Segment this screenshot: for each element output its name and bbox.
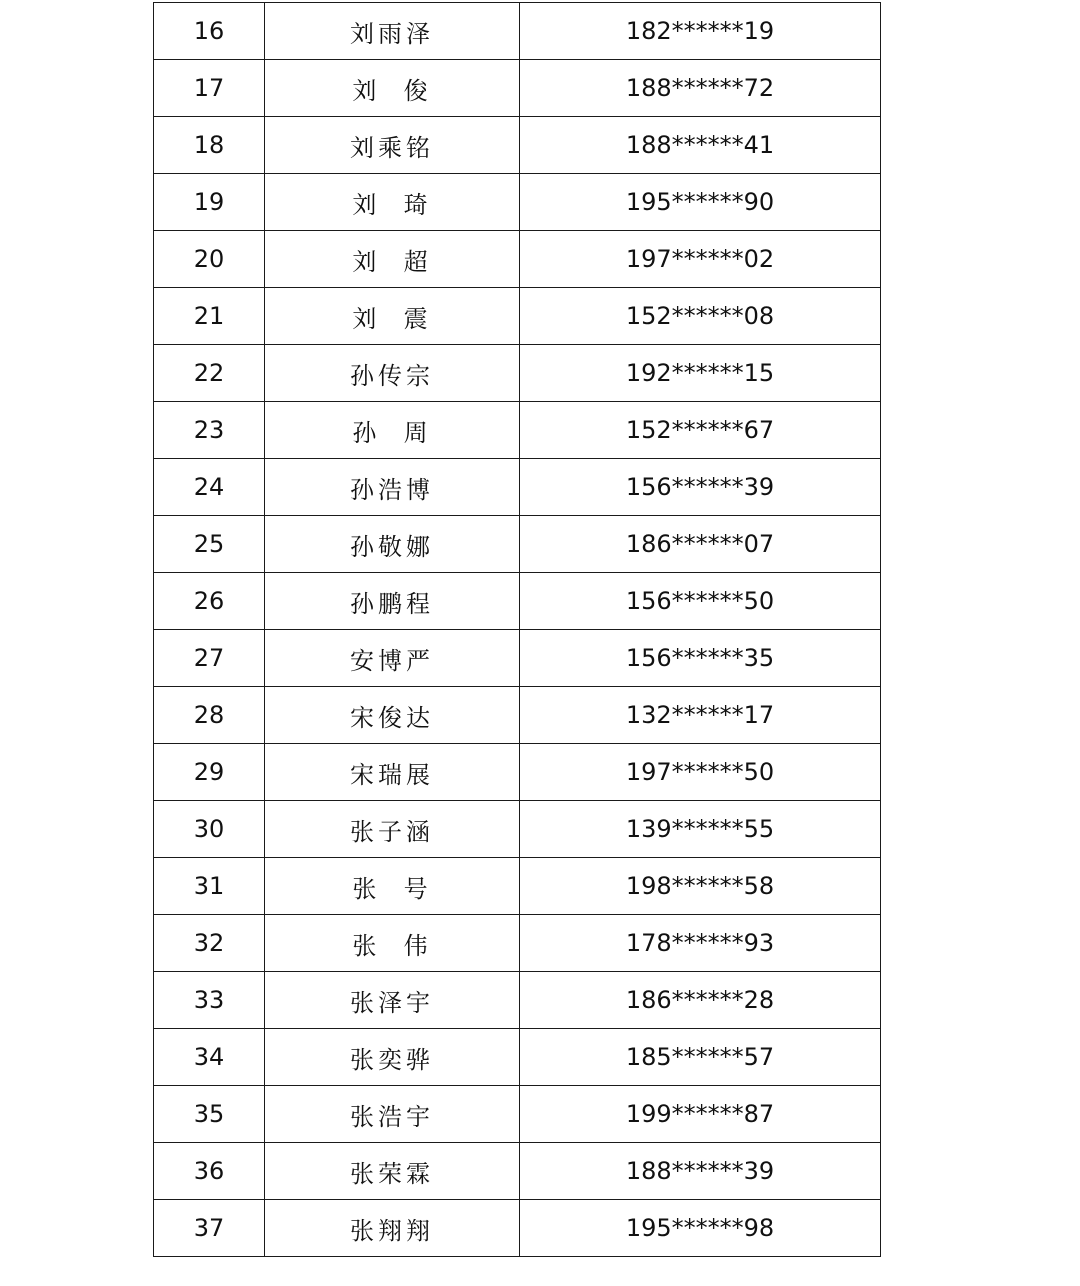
phone-cell: 197******02: [520, 231, 881, 288]
name-cell: 孙浩博: [265, 459, 520, 516]
name-cell: 张浩宇: [265, 1086, 520, 1143]
name-cell: 孙传宗: [265, 345, 520, 402]
name-cell: 宋瑞展: [265, 744, 520, 801]
phone-cell: 188******72: [520, 60, 881, 117]
name-cell: 张子涵: [265, 801, 520, 858]
table-row: [154, 687, 881, 744]
phone-cell: 186******28: [520, 972, 881, 1029]
row-number-cell: 32: [154, 915, 265, 972]
table-row: [154, 516, 881, 573]
row-number-cell: 20: [154, 231, 265, 288]
table-row: [154, 231, 881, 288]
row-number-cell: 25: [154, 516, 265, 573]
row-number-cell: 18: [154, 117, 265, 174]
table-row: [154, 459, 881, 516]
phone-cell: 156******39: [520, 459, 881, 516]
table-row: [154, 801, 881, 858]
phone-cell: 188******41: [520, 117, 881, 174]
row-number-cell: 16: [154, 3, 265, 60]
name-cell: 刘乘铭: [265, 117, 520, 174]
name-cell: 刘雨泽: [265, 3, 520, 60]
table-row: [154, 1086, 881, 1143]
phone-cell: 195******90: [520, 174, 881, 231]
row-number-cell: 27: [154, 630, 265, 687]
row-number-cell: 26: [154, 573, 265, 630]
phone-cell: 195******98: [520, 1200, 881, 1257]
table-row: [154, 402, 881, 459]
row-number-cell: 29: [154, 744, 265, 801]
table-row: [154, 345, 881, 402]
table-row: [154, 858, 881, 915]
phone-cell: 188******39: [520, 1143, 881, 1200]
name-cell: 刘 琦: [265, 174, 520, 231]
row-number-cell: 31: [154, 858, 265, 915]
phone-cell: 182******19: [520, 3, 881, 60]
table-row: [154, 1143, 881, 1200]
roster-body: [154, 3, 881, 1257]
row-number-cell: 28: [154, 687, 265, 744]
table-row: [154, 915, 881, 972]
table-row: [154, 1029, 881, 1086]
row-number-cell: 33: [154, 972, 265, 1029]
name-cell: 张 号: [265, 858, 520, 915]
row-number-cell: 37: [154, 1200, 265, 1257]
name-cell: 张荣霖: [265, 1143, 520, 1200]
row-number-cell: 17: [154, 60, 265, 117]
name-cell: 孙鹏程: [265, 573, 520, 630]
table-row: [154, 288, 881, 345]
name-cell: 刘 俊: [265, 60, 520, 117]
row-number-cell: 19: [154, 174, 265, 231]
roster-table: [153, 2, 881, 1257]
phone-cell: 139******55: [520, 801, 881, 858]
row-number-cell: 22: [154, 345, 265, 402]
name-cell: 张泽宇: [265, 972, 520, 1029]
row-number-cell: 23: [154, 402, 265, 459]
name-cell: 孙敬娜: [265, 516, 520, 573]
phone-cell: 198******58: [520, 858, 881, 915]
name-cell: 安博严: [265, 630, 520, 687]
phone-cell: 152******67: [520, 402, 881, 459]
phone-cell: 178******93: [520, 915, 881, 972]
table-row: [154, 630, 881, 687]
phone-cell: 186******07: [520, 516, 881, 573]
table-row: [154, 174, 881, 231]
phone-cell: 156******50: [520, 573, 881, 630]
phone-cell: 152******08: [520, 288, 881, 345]
table-row: [154, 60, 881, 117]
table-row: [154, 3, 881, 60]
name-cell: 张奕骅: [265, 1029, 520, 1086]
table-row: [154, 744, 881, 801]
row-number-cell: 34: [154, 1029, 265, 1086]
table-row: [154, 1200, 881, 1257]
phone-cell: 199******87: [520, 1086, 881, 1143]
row-number-cell: 21: [154, 288, 265, 345]
phone-cell: 156******35: [520, 630, 881, 687]
phone-cell: 185******57: [520, 1029, 881, 1086]
table-row: [154, 573, 881, 630]
row-number-cell: 36: [154, 1143, 265, 1200]
phone-cell: 132******17: [520, 687, 881, 744]
name-cell: 孙 周: [265, 402, 520, 459]
name-cell: 刘 超: [265, 231, 520, 288]
phone-cell: 192******15: [520, 345, 881, 402]
name-cell: 宋俊达: [265, 687, 520, 744]
row-number-cell: 35: [154, 1086, 265, 1143]
table-row: [154, 117, 881, 174]
name-cell: 张翔翔: [265, 1200, 520, 1257]
name-cell: 刘 震: [265, 288, 520, 345]
phone-cell: 197******50: [520, 744, 881, 801]
table-row: [154, 972, 881, 1029]
row-number-cell: 24: [154, 459, 265, 516]
name-cell: 张 伟: [265, 915, 520, 972]
row-number-cell: 30: [154, 801, 265, 858]
